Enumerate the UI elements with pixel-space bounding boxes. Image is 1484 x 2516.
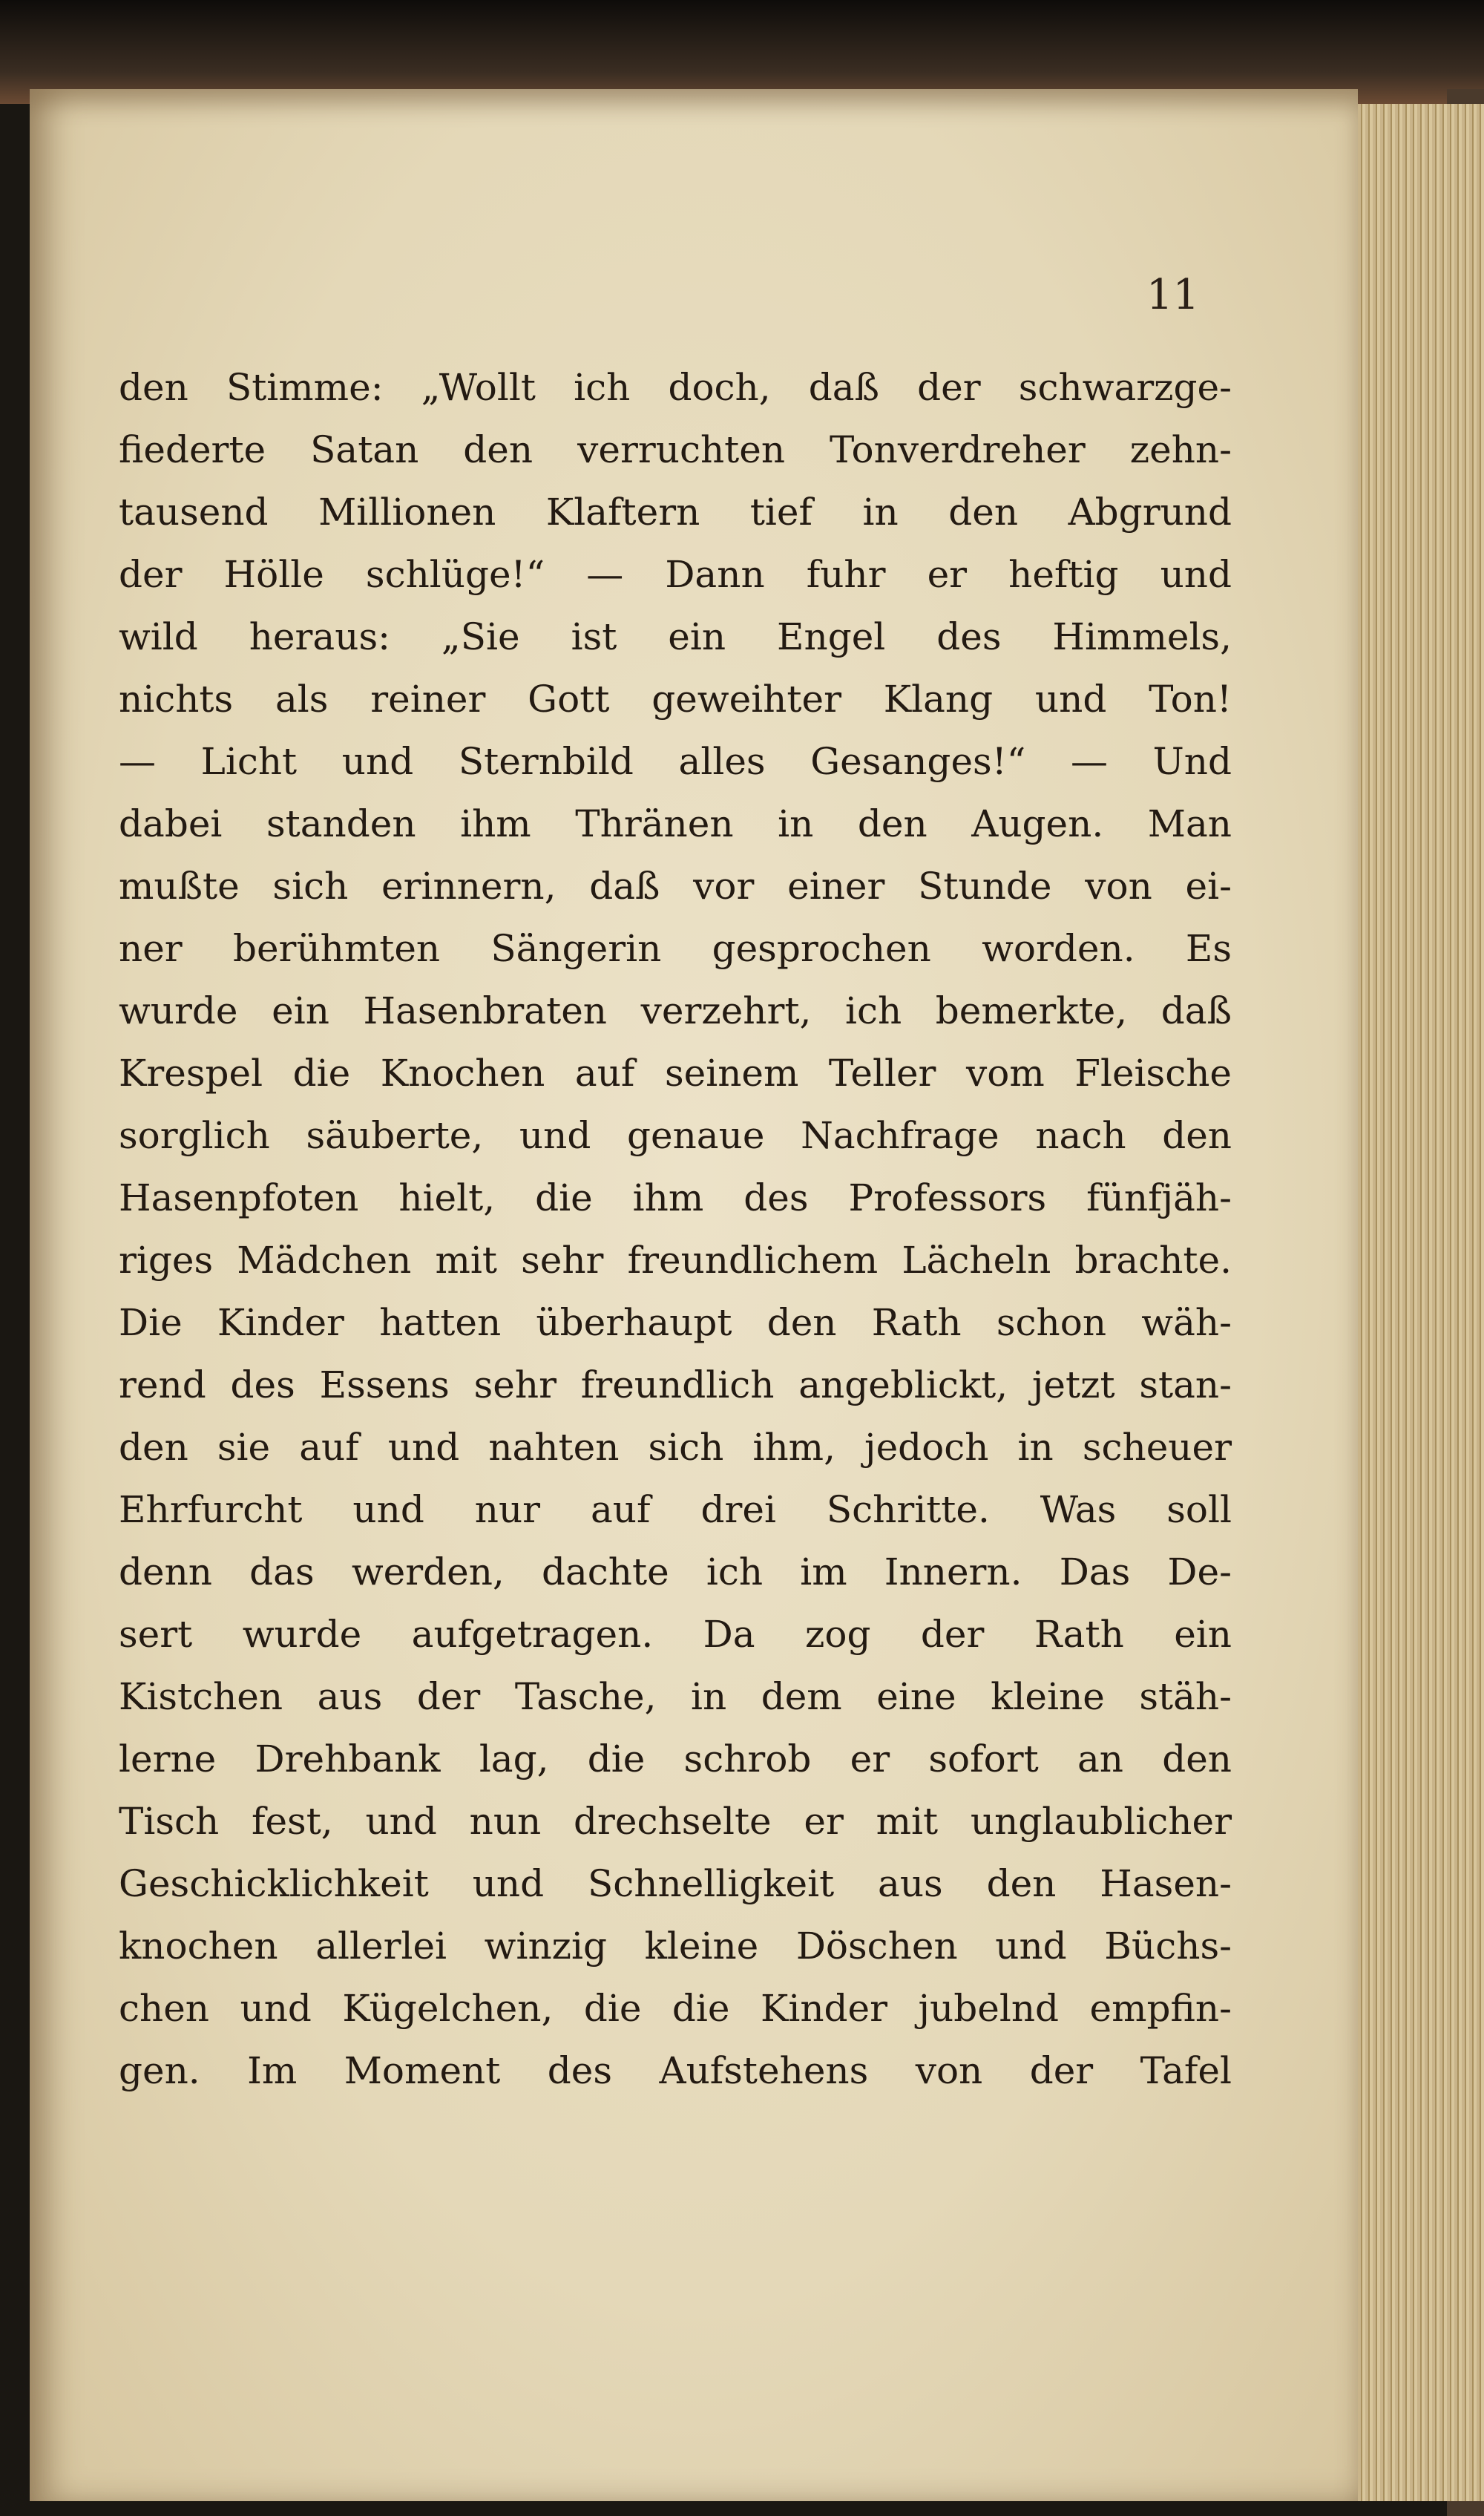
text-line: Geschicklichkeit und Schnelligkeit aus den Hasen- <box>119 1862 1232 1905</box>
text-line: gen. Im Moment des Aufstehens von der Tafel <box>119 2049 1232 2092</box>
text-line: — Licht und Sternbild alles Gesanges!“ — Und <box>119 740 1232 783</box>
text-line: denn das werden, dachte ich im Innern. Das De- <box>119 1550 1232 1593</box>
text-line: lerne Drehbank lag, die schrob er sofort an den <box>119 1737 1232 1780</box>
text-line: dabei standen ihm Thränen in den Augen. Man <box>119 802 1232 845</box>
text-line: Tisch fest, und nun drechselte er mit unglaublicher <box>119 1800 1232 1843</box>
text-line: der Hölle schlüge!“ — Dann fuhr er heftig und <box>119 553 1232 596</box>
text-line: knochen allerlei winzig kleine Döschen und Büchs- <box>119 1924 1232 1968</box>
text-line: Krespel die Knochen auf seinem Teller vom Fleische <box>119 1052 1232 1095</box>
text-line: rend des Essens sehr freundlich angeblickt, jetzt stan- <box>119 1363 1232 1406</box>
text-line: wurde ein Hasenbraten verzehrt, ich bemerkte, daß <box>119 989 1232 1032</box>
text-line: Ehrfurcht und nur auf drei Schritte. Was soll <box>119 1488 1232 1531</box>
text-line: riges Mädchen mit sehr freundlichem Lächeln brachte. <box>119 1239 1232 1282</box>
text-line: tausend Millionen Klaftern tief in den Abgrund <box>119 491 1232 534</box>
text-line: chen und Kügelchen, die die Kinder jubelnd empfin- <box>119 1987 1232 2030</box>
text-line: sert wurde aufgetragen. Da zog der Rath ein <box>119 1613 1232 1656</box>
text-line: nichts als reiner Gott geweihter Klang und Ton! <box>119 678 1232 721</box>
page-number: 11 <box>1146 271 1200 319</box>
text-line: fiederte Satan den verruchten Tonverdreher zehn- <box>119 428 1232 471</box>
page-edges <box>1350 104 1484 2501</box>
book-cover-top <box>0 0 1484 104</box>
body-text <box>119 356 1232 2102</box>
text-line: wild heraus: „Sie ist ein Engel des Himmels, <box>119 615 1232 658</box>
text-line: den sie auf und nahten sich ihm, jedoch in scheuer <box>119 1426 1232 1469</box>
text-line: mußte sich erinnern, daß vor einer Stunde von ei- <box>119 865 1232 908</box>
text-line: den Stimme: „Wollt ich doch, daß der schwarzge- <box>119 366 1232 409</box>
text-line: ner berühmten Sängerin gesprochen worden. Es <box>119 927 1232 970</box>
text-line: Die Kinder hatten überhaupt den Rath schon wäh- <box>119 1301 1232 1344</box>
text-line: Kistchen aus der Tasche, in dem eine kleine stäh- <box>119 1675 1232 1718</box>
text-line: Hasenpfoten hielt, die ihm des Professors fünfjäh- <box>119 1176 1232 1219</box>
text-line: sorglich säuberte, und genaue Nachfrage nach den <box>119 1114 1232 1157</box>
